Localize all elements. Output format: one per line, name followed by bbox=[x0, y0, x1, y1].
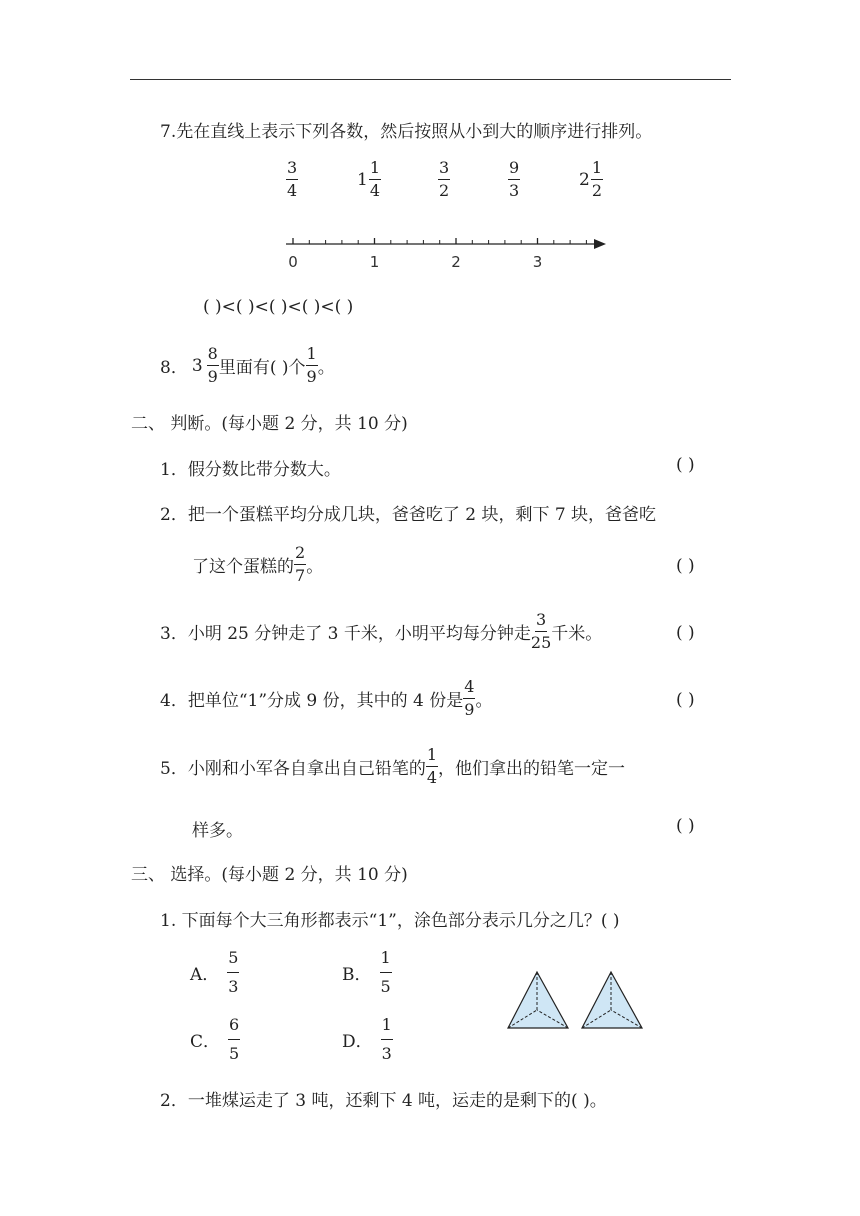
judge-answer-3[interactable]: ( ) bbox=[676, 623, 695, 643]
judge-item-5: 5．小刚和小军各自拿出自己铅笔的 $\frac{1}{4}$ ，他们拿出的铅笔一定一 bbox=[160, 745, 626, 787]
tick-label-2: 2 bbox=[451, 253, 461, 271]
tick-label-1: 1 bbox=[369, 253, 380, 271]
section2-heading: 二、 判断。(每小题 2 分，共 10 分) bbox=[131, 414, 408, 434]
q7-fraction-5: 2 $\frac{1}{2}$ bbox=[579, 158, 603, 200]
q7-fraction-1: $\frac{3}{4}$ bbox=[287, 158, 298, 200]
triangle-2 bbox=[582, 972, 642, 1028]
number-line-ticks bbox=[293, 238, 586, 244]
option-b[interactable]: B． $\frac{1}{5}$ bbox=[342, 948, 391, 996]
judge-item-2-cont: 了这个蛋糕的 $\frac{2}{7}$ 。 bbox=[192, 543, 324, 585]
q7-order-blanks[interactable]: ( )<( )<( )<( )<( ) bbox=[203, 297, 354, 317]
q8-blank[interactable]: 里面有( )个 bbox=[218, 358, 306, 378]
number-line bbox=[280, 228, 610, 273]
option-d[interactable]: D． $\frac{1}{3}$ bbox=[342, 1015, 392, 1063]
triangles-figure bbox=[500, 968, 660, 1033]
judge-item-4: 4．把单位“1”分成 9 份，其中的 4 份是 $\frac{4}{9}$ 。 bbox=[160, 677, 493, 719]
option-a[interactable]: A． $\frac{5}{3}$ bbox=[190, 948, 239, 996]
choice-q2-prompt: 2．一堆煤运走了 3 吨，还剩下 4 吨，运走的是剩下的( )。 bbox=[160, 1091, 607, 1111]
judge-answer-2[interactable]: ( ) bbox=[676, 556, 695, 576]
judge-item-5-cont: 样多。 bbox=[192, 821, 243, 841]
option-c[interactable]: C． $\frac{6}{5}$ bbox=[190, 1015, 240, 1063]
q7-prompt: 7.先在直线上表示下列各数，然后按照从小到大的顺序进行排列。 bbox=[160, 122, 653, 142]
choice-q1-prompt: 1. 下面每个大三角形都表示“1”，涂色部分表示几分之几？( ) bbox=[160, 911, 620, 931]
judge-item-3: 3．小明 25 分钟走了 3 千米，小明平均每分钟走 $\frac{3}{25}$ 千米。 bbox=[160, 610, 603, 652]
judge-answer-5[interactable]: ( ) bbox=[676, 816, 695, 836]
q8: 8． 3 $\frac{8}{9}$ 里面有( )个 $\frac{1}{9}$ 。 bbox=[160, 344, 335, 386]
judge-answer-4[interactable]: ( ) bbox=[676, 690, 695, 710]
judge-item-2: 2．把一个蛋糕平均分成几块，爸爸吃了 2 块，剩下 7 块，爸爸吃 bbox=[160, 505, 657, 525]
number-line-labels bbox=[288, 253, 542, 271]
header-rule bbox=[130, 79, 731, 80]
q7-fraction-3: $\frac{3}{2}$ bbox=[439, 158, 450, 200]
q7-fraction-2: 1 $\frac{1}{4}$ bbox=[357, 158, 381, 200]
section3-heading: 三、 选择。(每小题 2 分，共 10 分) bbox=[131, 865, 408, 885]
number-line-arrow bbox=[594, 239, 606, 249]
judge-answer-1[interactable]: ( ) bbox=[676, 455, 695, 475]
judge-item-1: 1．假分数比带分数大。 bbox=[160, 460, 341, 480]
q7-fraction-4: $\frac{9}{3}$ bbox=[509, 158, 520, 200]
tick-label-3: 3 bbox=[532, 253, 543, 271]
tick-label-0: 0 bbox=[288, 253, 298, 271]
triangle-1 bbox=[508, 972, 568, 1028]
